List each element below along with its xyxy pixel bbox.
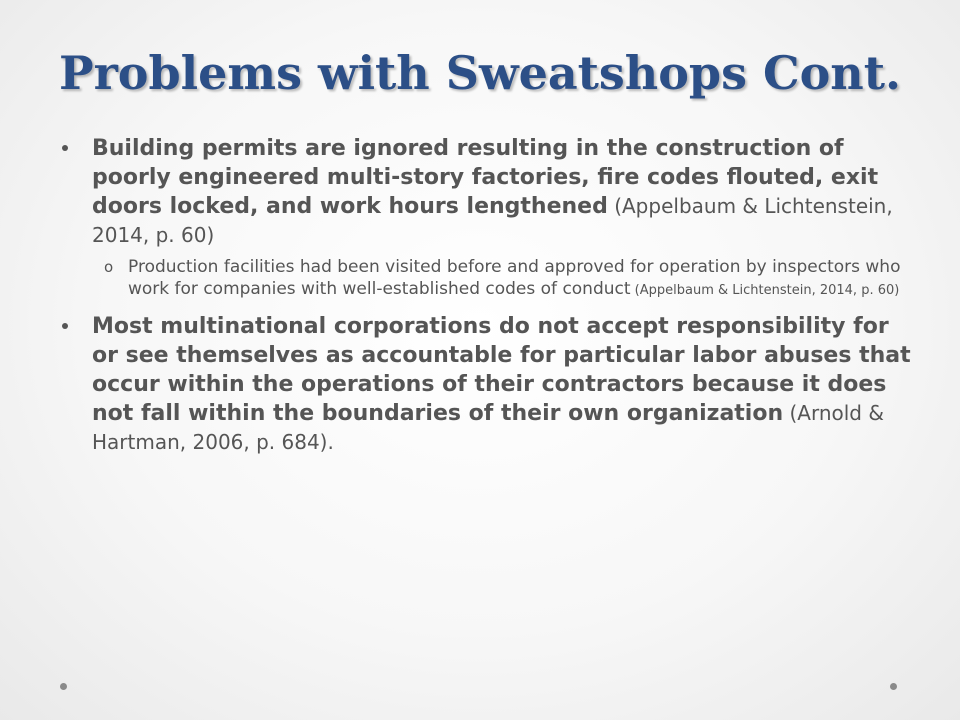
slide-content	[62, 134, 912, 457]
bullet-dot-icon	[62, 145, 68, 151]
bullet-dot-icon	[62, 323, 68, 329]
bullet-item-2	[62, 312, 912, 457]
sub-bullet-citation: (Appelbaum & Lichtenstein, 2014, p. 60)	[630, 283, 900, 298]
sub-bullet-item	[62, 256, 912, 302]
bullet-text: Building permits are ignored resulting in the construction of poorly engineered multi-story factories, fire codes flouted, exit doors locked, and work hours lengthened	[92, 136, 879, 219]
sub-bullet-marker: o	[104, 258, 114, 276]
slide-title: Problems with Sweatshops Cont.	[58, 46, 901, 100]
bullet-citation: (Appelbaum & Lichtenstein, 2014, p. 60)	[92, 194, 893, 247]
bullet-citation: (Arnold & Hartman, 2006, p. 684).	[92, 401, 884, 454]
bullet-item-1	[62, 134, 912, 250]
sub-bullet-text: Production facilities had been visited before and approved for operation by inspectors who work for companies with well-established codes of conduct	[128, 257, 901, 299]
corner-dot-left-icon	[60, 683, 67, 690]
bullet-text: Most multinational corporations do not accept responsibility for or see themselves as accountable for particular labor abuses that occur within the operations of their contractors because it does not fall within the boundaries of their own organization	[92, 314, 911, 426]
corner-dot-right-icon	[890, 683, 897, 690]
